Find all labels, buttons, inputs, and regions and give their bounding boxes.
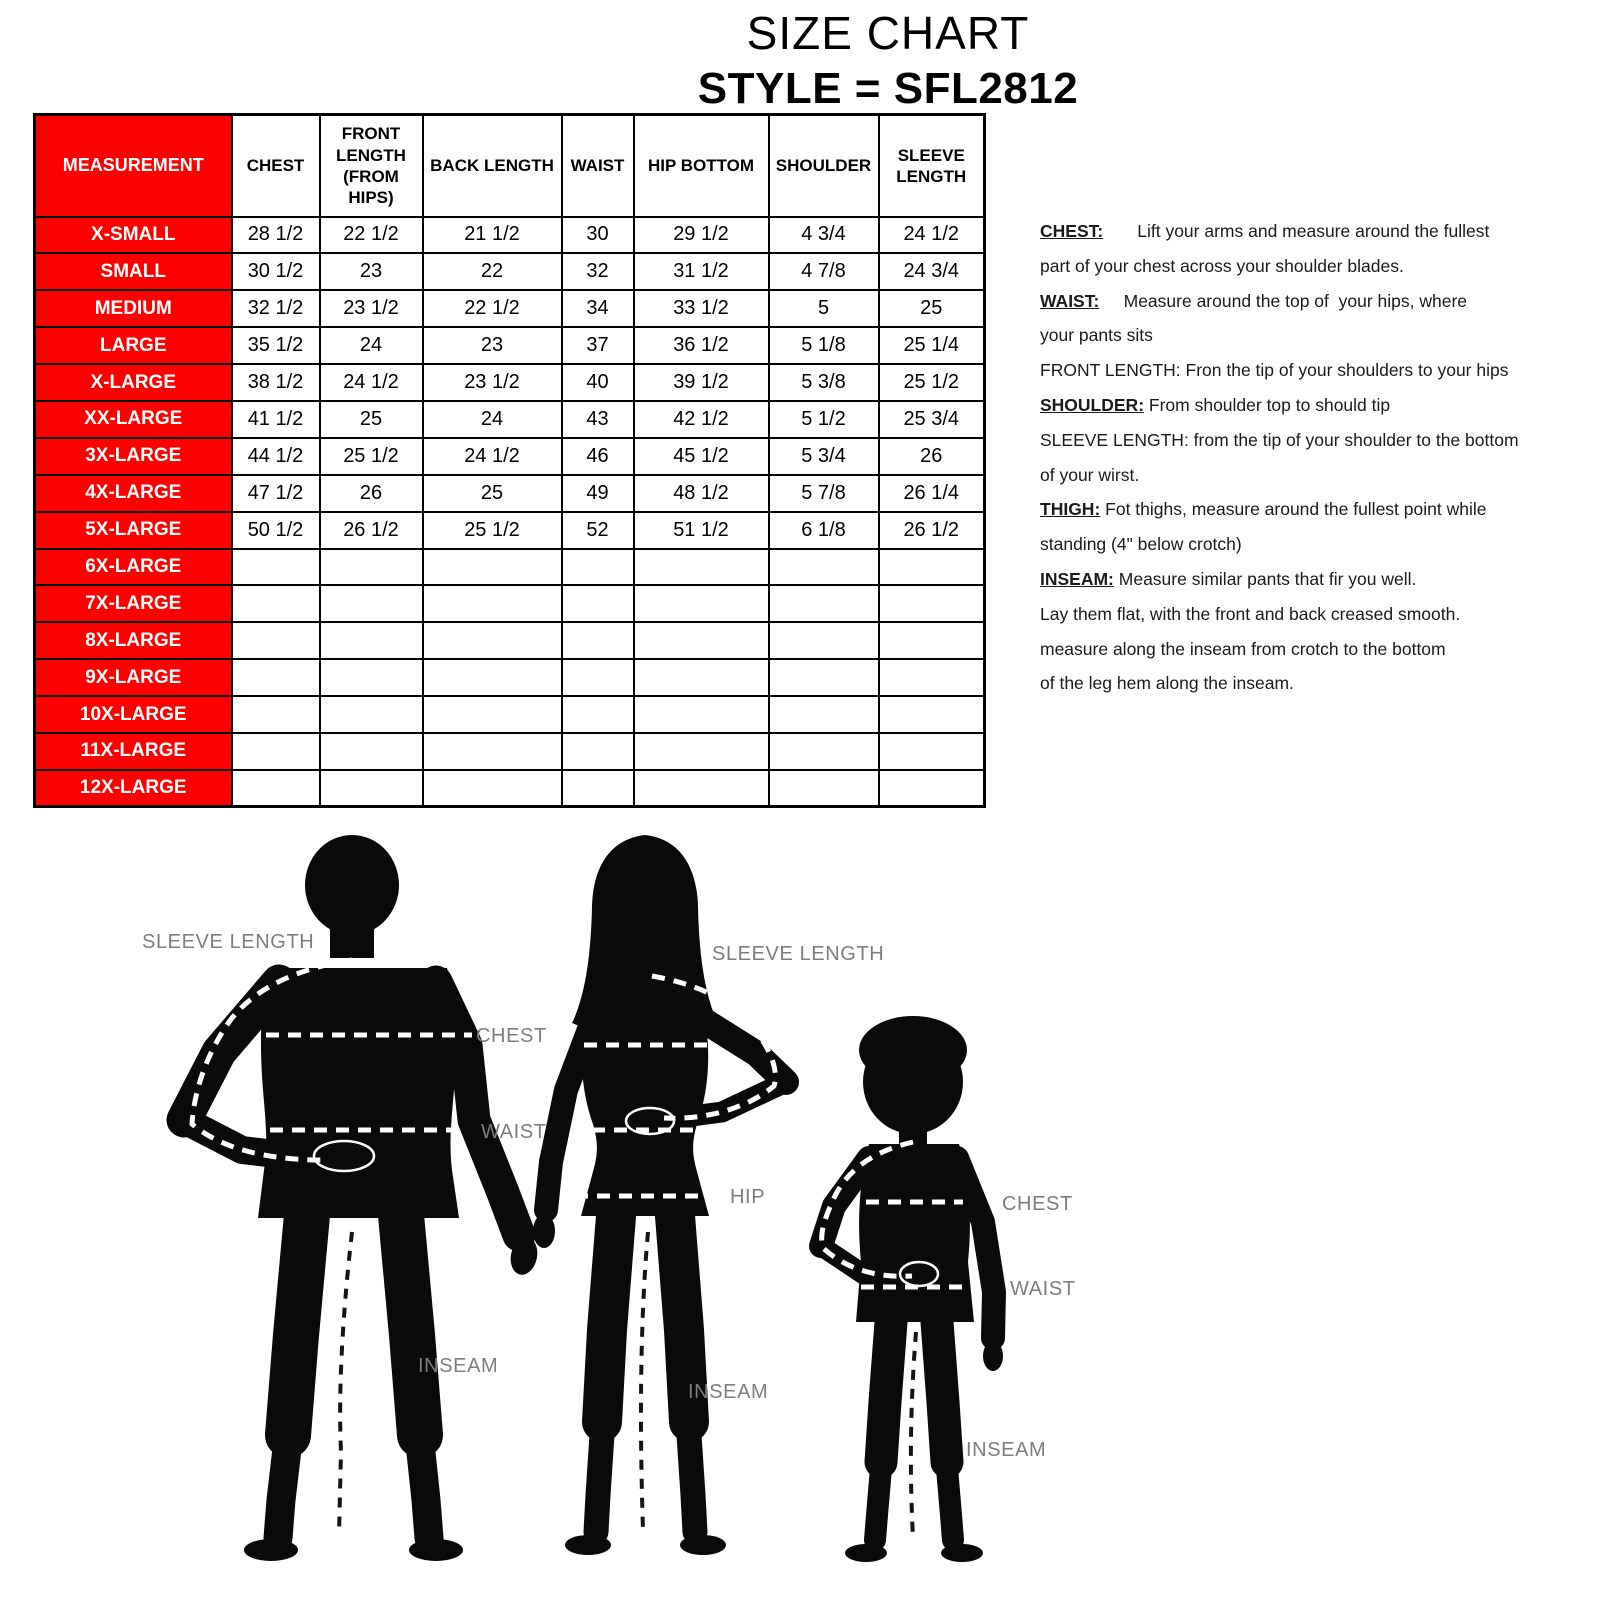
man-silhouette — [142, 835, 547, 1561]
child-chest-label: CHEST — [1002, 1193, 1073, 1215]
value-cell — [232, 733, 320, 770]
size-chart-table — [33, 113, 986, 808]
table-row — [35, 290, 985, 327]
value-cell — [769, 696, 879, 733]
value-cell — [879, 622, 985, 659]
value-cell: 21 1/2 — [423, 217, 562, 254]
value-cell — [320, 549, 423, 586]
child-waist-label: WAIST — [1010, 1278, 1076, 1300]
size-label-cell: SMALL — [35, 253, 232, 290]
value-cell: 51 1/2 — [634, 512, 769, 549]
woman-head-hair — [572, 835, 718, 1038]
value-cell: 25 1/2 — [879, 364, 985, 401]
value-cell: 45 1/2 — [634, 438, 769, 475]
value-cell: 24 3/4 — [879, 253, 985, 290]
value-cell — [423, 622, 562, 659]
table-row — [35, 253, 985, 290]
table-row — [35, 696, 985, 733]
instruction-text: Measure similar pants that fir you well. — [1113, 568, 1417, 589]
instruction-line — [1040, 353, 1550, 388]
value-cell: 29 1/2 — [634, 217, 769, 254]
table-row — [35, 733, 985, 770]
instruction-term: SHOULDER: — [1040, 394, 1145, 415]
value-cell: 6 1/8 — [769, 512, 879, 549]
column-header: HIP BOTTOM — [634, 115, 769, 217]
value-cell: 32 1/2 — [232, 290, 320, 327]
woman-inseam-label: INSEAM — [688, 1381, 769, 1403]
value-cell — [232, 585, 320, 622]
size-label-cell: 11X-LARGE — [35, 733, 232, 770]
value-cell: 46 — [562, 438, 634, 475]
man-chest-label: CHEST — [476, 1025, 547, 1047]
value-cell — [769, 622, 879, 659]
size-label-cell: 9X-LARGE — [35, 659, 232, 696]
value-cell — [879, 585, 985, 622]
value-cell: 22 1/2 — [423, 290, 562, 327]
instruction-text: measure along the inseam from crotch to the bottom — [1040, 638, 1446, 659]
size-label-cell: LARGE — [35, 327, 232, 364]
table-row — [35, 401, 985, 438]
value-cell — [562, 696, 634, 733]
value-cell: 43 — [562, 401, 634, 438]
value-cell: 26 — [320, 475, 423, 512]
value-cell: 35 1/2 — [232, 327, 320, 364]
value-cell — [769, 585, 879, 622]
value-cell — [634, 696, 769, 733]
column-header: WAIST — [562, 115, 634, 217]
value-cell — [320, 696, 423, 733]
instruction-text: FRONT LENGTH: Fron the tip of your shoulders to your hips — [1040, 360, 1509, 381]
table-row — [35, 622, 985, 659]
value-cell: 23 — [423, 327, 562, 364]
instruction-term: THIGH: — [1040, 499, 1101, 520]
instruction-line — [1040, 492, 1550, 527]
value-cell — [232, 622, 320, 659]
style-subtitle: STYLE = SFL2812 — [697, 64, 1079, 113]
value-cell: 24 1/2 — [879, 217, 985, 254]
value-cell: 23 — [320, 253, 423, 290]
instruction-text: of your wirst. — [1040, 464, 1140, 485]
instruction-text: Lift your arms and measure around the fullest — [1103, 221, 1490, 241]
instruction-term: WAIST: — [1040, 290, 1100, 311]
value-cell: 24 1/2 — [423, 438, 562, 475]
value-cell: 37 — [562, 327, 634, 364]
child-silhouette — [821, 1016, 1076, 1562]
size-label-cell: X-LARGE — [35, 364, 232, 401]
value-cell — [562, 659, 634, 696]
table-row — [35, 512, 985, 549]
value-cell — [320, 585, 423, 622]
value-cell: 4 3/4 — [769, 217, 879, 254]
value-cell — [423, 659, 562, 696]
value-cell: 25 1/2 — [423, 512, 562, 549]
value-cell — [634, 585, 769, 622]
value-cell: 47 1/2 — [232, 475, 320, 512]
instruction-line — [1040, 632, 1550, 667]
woman-sleeve-length-label: SLEEVE LENGTH — [712, 943, 885, 965]
instruction-line — [1040, 249, 1550, 284]
value-cell: 49 — [562, 475, 634, 512]
value-cell — [232, 659, 320, 696]
value-cell — [769, 549, 879, 586]
value-cell: 5 7/8 — [769, 475, 879, 512]
value-cell — [634, 622, 769, 659]
column-header: SHOULDER — [769, 115, 879, 217]
page-title: SIZE CHART — [746, 7, 1030, 59]
value-cell — [423, 549, 562, 586]
instruction-text: standing (4" below crotch) — [1040, 534, 1242, 555]
man-waist-label: WAIST — [481, 1121, 547, 1143]
value-cell — [320, 622, 423, 659]
value-cell: 26 1/2 — [879, 512, 985, 549]
value-cell: 5 1/2 — [769, 401, 879, 438]
instruction-line — [1040, 527, 1550, 562]
value-cell — [562, 733, 634, 770]
value-cell: 33 1/2 — [634, 290, 769, 327]
value-cell: 39 1/2 — [634, 364, 769, 401]
figures-illustration — [0, 790, 1100, 1580]
value-cell — [320, 733, 423, 770]
value-cell: 42 1/2 — [634, 401, 769, 438]
value-cell: 38 1/2 — [232, 364, 320, 401]
table-row — [35, 475, 985, 512]
value-cell — [320, 659, 423, 696]
value-cell — [879, 733, 985, 770]
value-cell: 5 — [769, 290, 879, 327]
value-cell: 30 1/2 — [232, 253, 320, 290]
value-cell: 25 — [423, 475, 562, 512]
instruction-text: SLEEVE LENGTH: from the tip of your shoulder to the bottom — [1040, 429, 1519, 450]
table-row — [35, 364, 985, 401]
value-cell: 41 1/2 — [232, 401, 320, 438]
column-header: MEASUREMENT — [35, 115, 232, 217]
value-cell: 34 — [562, 290, 634, 327]
value-cell: 22 — [423, 253, 562, 290]
value-cell: 25 3/4 — [879, 401, 985, 438]
table-row — [35, 549, 985, 586]
size-table-header — [35, 115, 985, 217]
instruction-text: Fot thighs, measure around the fullest point while — [1100, 499, 1487, 520]
instruction-text: part of your chest across your shoulder blades. — [1040, 255, 1404, 276]
value-cell — [634, 549, 769, 586]
value-cell — [423, 696, 562, 733]
value-cell: 22 1/2 — [320, 217, 423, 254]
value-cell — [562, 549, 634, 586]
value-cell: 28 1/2 — [232, 217, 320, 254]
table-row — [35, 438, 985, 475]
instruction-line — [1040, 423, 1550, 458]
value-cell: 24 — [423, 401, 562, 438]
column-header: FRONT LENGTH (FROM HIPS) — [320, 115, 423, 217]
value-cell: 25 — [320, 401, 423, 438]
size-label-cell: 12X-LARGE — [35, 770, 232, 807]
size-label-cell: 10X-LARGE — [35, 696, 232, 733]
value-cell: 24 1/2 — [320, 364, 423, 401]
child-inseam-line — [911, 1332, 916, 1538]
value-cell — [634, 659, 769, 696]
instruction-text: Lay them flat, with the front and back creased smooth. — [1040, 603, 1461, 624]
woman-hip-label: HIP — [730, 1186, 766, 1208]
value-cell: 5 3/4 — [769, 438, 879, 475]
value-cell: 52 — [562, 512, 634, 549]
size-label-cell: 3X-LARGE — [35, 438, 232, 475]
size-label-cell: 5X-LARGE — [35, 512, 232, 549]
instruction-line — [1040, 597, 1550, 632]
instruction-line — [1040, 318, 1550, 353]
child-inseam-label: INSEAM — [966, 1439, 1047, 1461]
value-cell — [562, 622, 634, 659]
value-cell: 24 — [320, 327, 423, 364]
value-cell — [769, 659, 879, 696]
instruction-term: INSEAM: — [1040, 568, 1114, 589]
value-cell — [232, 549, 320, 586]
value-cell: 4 7/8 — [769, 253, 879, 290]
size-label-cell: 8X-LARGE — [35, 622, 232, 659]
woman-inseam-line — [641, 1232, 648, 1530]
value-cell — [634, 733, 769, 770]
instruction-line — [1040, 666, 1550, 701]
value-cell: 26 — [879, 438, 985, 475]
instruction-term: CHEST: — [1040, 221, 1104, 241]
size-label-cell: XX-LARGE — [35, 401, 232, 438]
table-row — [35, 327, 985, 364]
instruction-line — [1040, 562, 1550, 597]
size-label-cell: 4X-LARGE — [35, 475, 232, 512]
column-header: SLEEVE LENGTH — [879, 115, 985, 217]
instruction-line — [1040, 214, 1550, 249]
value-cell — [423, 585, 562, 622]
man-sleeve-length-label: SLEEVE LENGTH — [142, 931, 315, 953]
value-cell: 32 — [562, 253, 634, 290]
value-cell — [879, 696, 985, 733]
value-cell: 36 1/2 — [634, 327, 769, 364]
value-cell — [879, 659, 985, 696]
value-cell: 50 1/2 — [232, 512, 320, 549]
instruction-line — [1040, 284, 1550, 319]
value-cell: 23 1/2 — [423, 364, 562, 401]
instruction-line — [1040, 388, 1550, 423]
instruction-line — [1040, 458, 1550, 493]
value-cell: 31 1/2 — [634, 253, 769, 290]
value-cell: 25 — [879, 290, 985, 327]
table-row — [35, 585, 985, 622]
value-cell — [423, 733, 562, 770]
size-label-cell: 7X-LARGE — [35, 585, 232, 622]
value-cell — [562, 585, 634, 622]
value-cell: 40 — [562, 364, 634, 401]
value-cell: 26 1/4 — [879, 475, 985, 512]
column-header: CHEST — [232, 115, 320, 217]
instruction-text: of the leg hem along the inseam. — [1040, 673, 1294, 694]
value-cell: 44 1/2 — [232, 438, 320, 475]
child-head — [863, 1030, 963, 1134]
value-cell: 5 1/8 — [769, 327, 879, 364]
value-cell: 30 — [562, 217, 634, 254]
man-inseam-line — [339, 1232, 352, 1534]
value-cell — [769, 733, 879, 770]
value-cell: 25 1/2 — [320, 438, 423, 475]
value-cell — [879, 549, 985, 586]
size-table-body — [35, 217, 985, 807]
table-row — [35, 217, 985, 254]
instruction-text: your pants sits — [1040, 325, 1153, 346]
man-torso — [258, 968, 459, 1218]
value-cell: 23 1/2 — [320, 290, 423, 327]
measurement-instructions — [1040, 214, 1550, 701]
size-label-cell: MEDIUM — [35, 290, 232, 327]
man-inseam-label: INSEAM — [418, 1355, 499, 1377]
size-label-cell: 6X-LARGE — [35, 549, 232, 586]
size-label-cell: X-SMALL — [35, 217, 232, 254]
value-cell: 25 1/4 — [879, 327, 985, 364]
instruction-text: Measure around the top of your hips, where — [1099, 290, 1468, 311]
value-cell — [232, 696, 320, 733]
value-cell: 48 1/2 — [634, 475, 769, 512]
table-row — [35, 659, 985, 696]
man-hand — [314, 1141, 374, 1171]
value-cell: 26 1/2 — [320, 512, 423, 549]
column-header: BACK LENGTH — [423, 115, 562, 217]
instruction-text: From shoulder top to should tip — [1144, 394, 1391, 415]
value-cell: 5 3/8 — [769, 364, 879, 401]
